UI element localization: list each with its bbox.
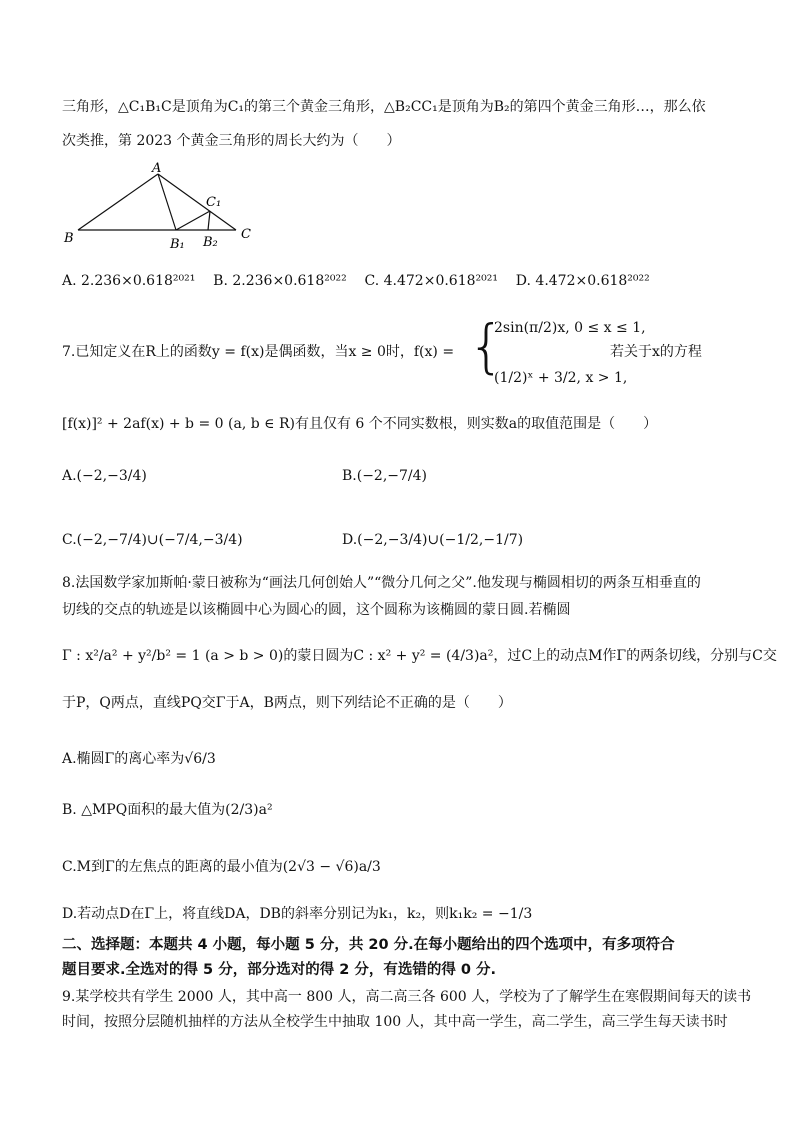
q6-option-b: B. 2.236×0.618²⁰²²	[213, 273, 347, 289]
piecewise-brace: {	[468, 312, 505, 380]
q8-line2: 切线的交点的轨迹是以该椭圆中心为圆心的圆，这个圆称为该椭圆的蒙日圆.若椭圆	[62, 602, 571, 618]
label-B1: B₁	[170, 237, 185, 252]
q7-intro: 7.已知定义在R上的函数y = f(x)是偶函数，当x ≥ 0时，f(x) =	[62, 344, 455, 360]
q8-option-d: D.若动点D在Γ上，将直线DA，DB的斜率分别记为k₁，k₂，则k₁k₂ = −1/3	[62, 906, 533, 922]
label-B2: B₂	[203, 235, 218, 250]
q6-options	[62, 271, 650, 291]
q8-option-a: A.椭圆Γ的离心率为√6/3	[62, 751, 216, 767]
q7-case1: 2sin(π/2)x, 0 ≤ x ≤ 1,	[494, 320, 646, 336]
q7-line2: [f(x)]² + 2af(x) + b = 0 (a, b ∈ R)有且仅有 6 个不同实数根，则实数a的取值范围是（ ）	[62, 416, 658, 432]
q6-line2: 次类推，第 2023 个黄金三角形的周长大约为（ ）	[62, 133, 401, 149]
q7-option-a: A.(−2,−3/4)	[62, 468, 147, 484]
section2-line1: 二、选择题：本题共 4 小题，每小题 5 分，共 20 分.在每小题给出的四个选项中，有多项符合	[62, 937, 675, 953]
q8-line3: Γ : x²/a² + y²/b² = 1 (a > b > 0)的蒙日圆为C : x² + y² = (4/3)a²，过C上的动点M作Γ的两条切线，分别与C交	[62, 648, 777, 664]
q6-option-c: C. 4.472×0.618²⁰²¹	[364, 273, 498, 289]
section2-line2: 题目要求.全选对的得 5 分，部分选对的得 2 分，有选错的得 0 分.	[62, 962, 497, 978]
q7-case2: (1/2)ˣ + 3/2, x > 1,	[494, 370, 628, 386]
label-A: A	[152, 161, 162, 176]
label-C1: C₁	[206, 195, 222, 210]
q8-option-b: B. △MPQ面积的最大值为(2/3)a²	[62, 802, 273, 818]
q7-tail: 若关于x的方程	[610, 344, 702, 360]
q6-line1: 三角形，△C₁B₁C是顶角为C₁的第三个黄金三角形，△B₂CC₁是顶角为B₂的第四个黄金三角形…，那么依	[62, 99, 706, 115]
q7-option-d: D.(−2,−3/4)∪(−1/2,−1/7)	[342, 532, 524, 548]
q8-line1: 8.法国数学家加斯帕·蒙日被称为“画法几何创始人”“微分几何之父”.他发现与椭圆相切的两条互相垂直的	[62, 575, 701, 591]
golden-triangle-figure	[60, 160, 260, 252]
q8-line4: 于P，Q两点，直线PQ交Γ于A，B两点，则下列结论不正确的是（ ）	[62, 695, 512, 711]
q8-option-c: C.M到Γ的左焦点的距离的最小值为(2√3 − √6)a/3	[62, 859, 381, 875]
q7-option-b: B.(−2,−7/4)	[342, 468, 428, 484]
label-C: C	[241, 227, 251, 242]
label-B: B	[64, 231, 74, 246]
q9-line2: 时间，按照分层随机抽样的方法从全校学生中抽取 100 人，其中高一学生，高二学生，高三学生每天读书时	[62, 1014, 728, 1030]
q6-option-d: D. 4.472×0.618²⁰²²	[515, 273, 650, 289]
q9-line1: 9.某学校共有学生 2000 人，其中高一 800 人，高二高三各 600 人，学校为了了解学生在寒假期间每天的读书	[62, 989, 752, 1005]
q6-option-a: A. 2.236×0.618²⁰²¹	[62, 273, 196, 289]
q7-option-c: C.(−2,−7/4)∪(−7/4,−3/4)	[62, 532, 243, 548]
